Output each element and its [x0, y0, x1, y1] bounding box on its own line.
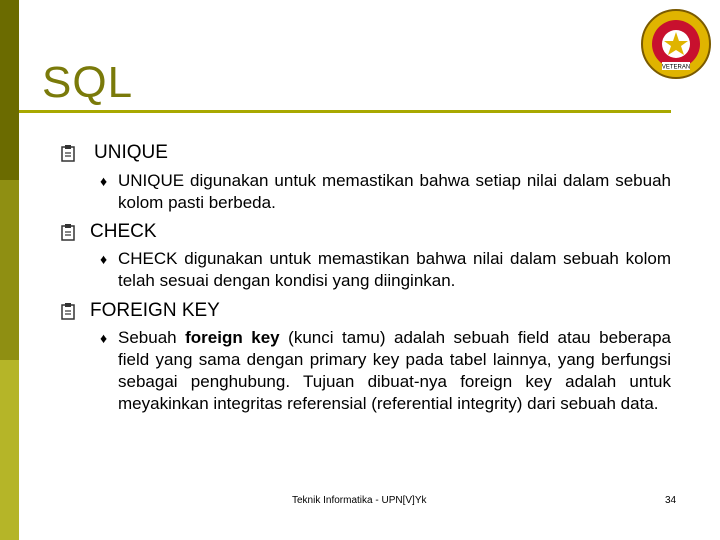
- sidebar-band-mid: [0, 180, 19, 360]
- item-heading: FOREIGN KEY: [90, 300, 220, 321]
- svg-text:VETERAN: VETERAN: [661, 64, 691, 71]
- item-heading: UNIQUE: [94, 142, 168, 163]
- clipboard-icon: [60, 144, 76, 162]
- title-underline: [19, 110, 671, 113]
- sub-item-text: UNIQUE digunakan untuk memastikan bahwa setiap nilai dalam sebuah kolom pasti berbeda.: [118, 171, 671, 212]
- clipboard-icon: [60, 223, 76, 241]
- sub-item-text: CHECK digunakan untuk memastikan bahwa nilai dalam sebuah kolom telah sesuai dengan kondisi yang diinginkan.: [118, 249, 671, 290]
- item-heading: CHECK: [90, 221, 157, 242]
- diamond-bullet-icon: ♦: [100, 251, 108, 267]
- slide-title: SQL: [42, 58, 134, 107]
- sidebar-band-dark: [0, 0, 19, 180]
- diamond-bullet-icon: ♦: [100, 173, 108, 189]
- sub-item: [100, 170, 671, 214]
- sidebar-band-light: [0, 360, 19, 540]
- sub-item-text-bold: foreign key: [185, 328, 280, 347]
- clipboard-icon: [60, 302, 76, 320]
- page-number: 34: [665, 495, 677, 506]
- footer-text: Teknik Informatika - UPN[V]Yk: [292, 495, 427, 506]
- university-seal-icon: [640, 8, 712, 80]
- sub-item: [100, 248, 671, 292]
- sub-item-text-before: Sebuah: [118, 328, 186, 347]
- sub-item: [100, 327, 671, 415]
- sub-item-text-after: (kunci tamu) adalah sebuah field atau beberapa field yang sama dengan primary key pada tabel lainnya, yang berfungsi sebagai penghubung. Tujuan dibuat-nya foreign key adalah untuk meyakinkan integritas referensial (referential integrity) dari sebuah data.: [118, 328, 671, 413]
- diamond-bullet-icon: ♦: [100, 330, 108, 346]
